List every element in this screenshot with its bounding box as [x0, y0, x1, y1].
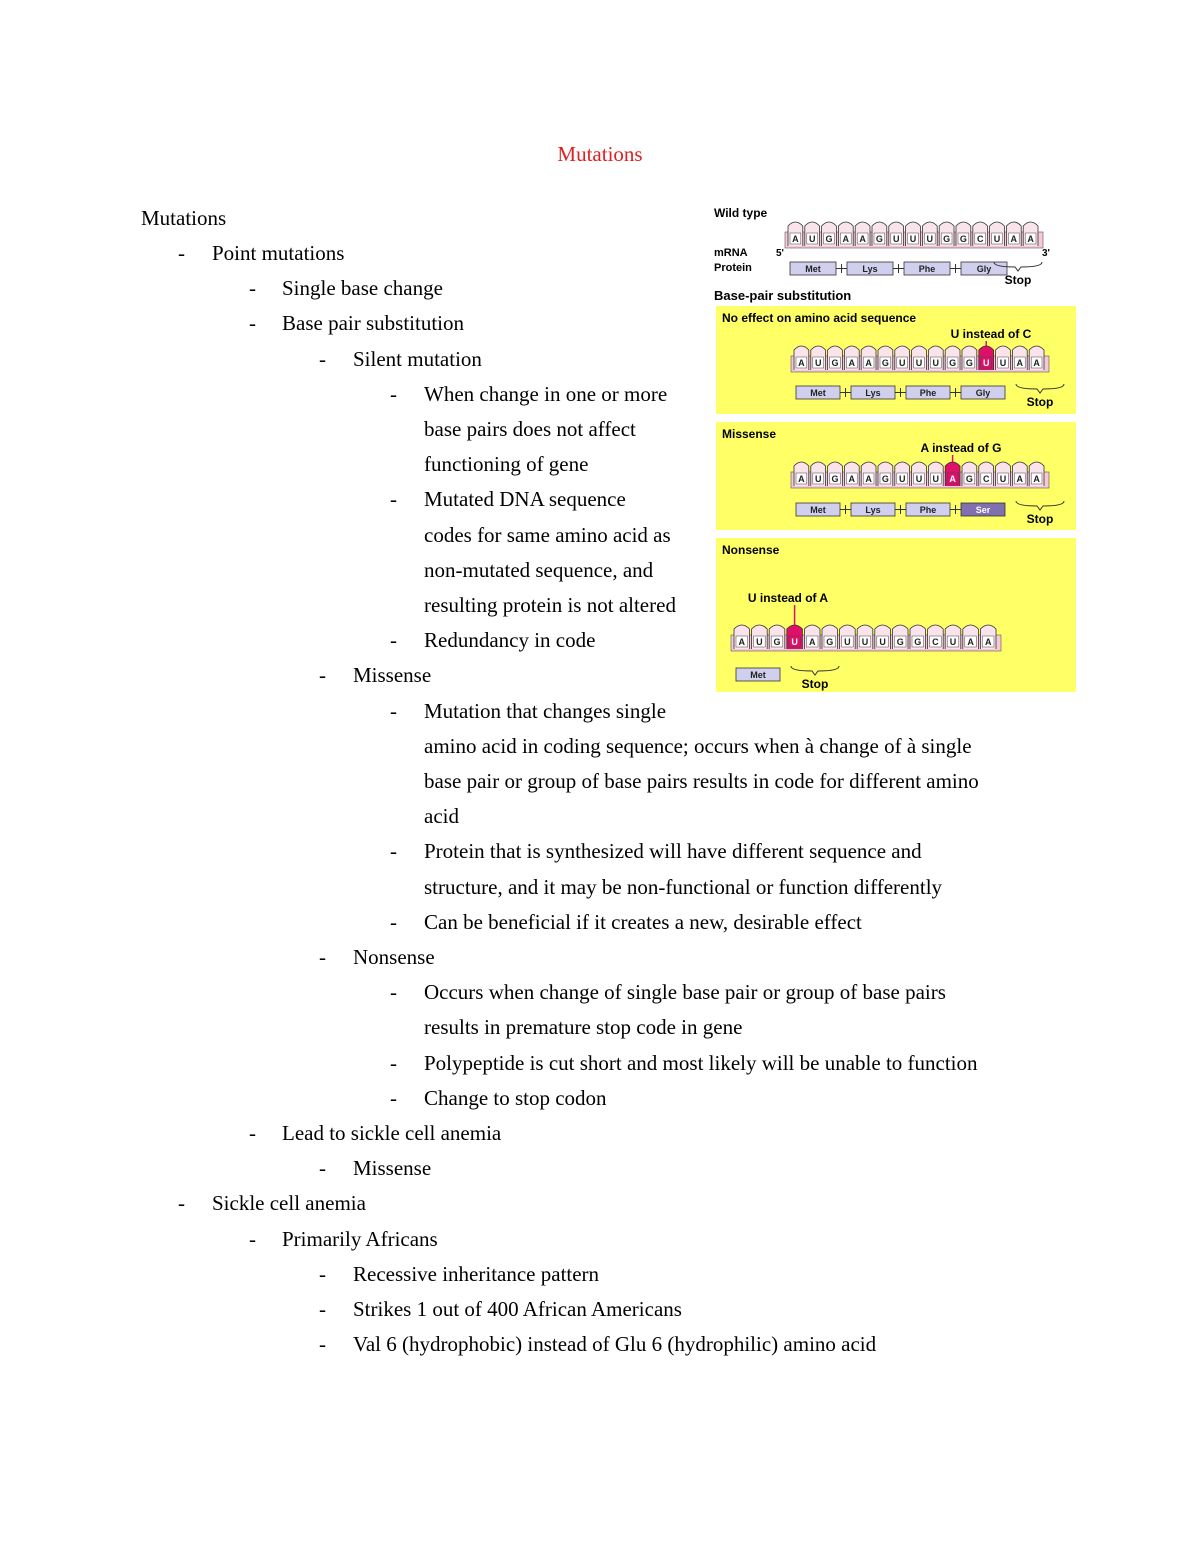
base-letter: G: [914, 637, 922, 647]
amino-acid-label: Lys: [865, 388, 881, 398]
base-letter: U: [982, 358, 990, 368]
outline-dash: -: [390, 1050, 397, 1075]
outline-item: Mutated DNA sequence: [424, 487, 626, 512]
outline-dash: -: [390, 980, 397, 1005]
base-letter: U: [861, 637, 869, 647]
outline-dash: -: [319, 1156, 326, 1181]
amino-acid-label: Gly: [976, 264, 992, 274]
base-letter: G: [831, 474, 839, 484]
five-prime-label: 5': [776, 248, 784, 259]
base-letter: A: [808, 637, 816, 647]
outline-dash: -: [390, 487, 397, 512]
protein-label: Protein: [714, 262, 752, 274]
outline-item: Missense: [353, 663, 432, 688]
mutation-callout: U instead of A: [747, 591, 829, 605]
base-letter: C: [976, 234, 984, 244]
base-letter: U: [932, 358, 940, 368]
base-letter: C: [982, 474, 990, 484]
base-letter: A: [865, 474, 872, 484]
base-letter: A: [865, 358, 872, 368]
base-letter: G: [965, 474, 973, 484]
outline-dash: -: [319, 1297, 326, 1321]
outline-dash: -: [249, 1121, 256, 1145]
outline-dash: -: [390, 698, 397, 723]
stop-label: Stop: [801, 677, 829, 691]
base-letter: U: [898, 358, 906, 368]
base-letter: U: [898, 474, 906, 484]
outline-item: Redundancy in code: [424, 628, 596, 653]
outline-item: Lead to sickle cell anemia: [282, 1121, 502, 1145]
amino-acid-label: Lys: [862, 264, 878, 274]
base-letter: A: [848, 474, 856, 484]
mutation-callout: U instead of C: [950, 327, 1032, 341]
amino-acid-label: Met: [810, 505, 826, 515]
base-letter: U: [844, 637, 851, 647]
outline-dash: -: [390, 628, 397, 653]
outline-item: Polypeptide is cut short and most likely will be unable to function: [424, 1050, 978, 1075]
outline-item: Mutation that changes single: [424, 698, 667, 723]
mutation-figure: [708, 200, 1088, 700]
base-letter: U: [999, 474, 1007, 484]
outline-item: base pair or group of base pairs results in code for different amino: [424, 769, 979, 793]
outline-item: Nonsense: [353, 945, 435, 969]
base-letter: A: [1033, 358, 1040, 368]
outline-dash: -: [178, 1191, 185, 1216]
amino-acid-label: Lys: [865, 505, 881, 515]
outline-dash: -: [390, 1085, 397, 1110]
outline-item: Sickle cell anemia: [212, 1191, 366, 1216]
stop-label: Stop: [1026, 512, 1054, 526]
outline-dash: -: [390, 381, 397, 406]
outline-item: base pairs does not affect: [424, 417, 636, 441]
outline-item: Base pair substitution: [282, 311, 464, 336]
base-letter: U: [909, 234, 917, 244]
base-letter: U: [791, 637, 798, 647]
outline-dash: -: [319, 663, 326, 688]
substitution-heading: Base-pair substitution: [714, 288, 852, 303]
base-letter: U: [932, 474, 940, 484]
outline-item: When change in one or more: [424, 381, 668, 406]
base-letter: U: [808, 234, 816, 244]
mutation-diagram: [708, 200, 1088, 700]
base-letter: U: [892, 234, 900, 244]
panel-heading: No effect on amino acid sequence: [722, 311, 917, 325]
base-letter: A: [1033, 474, 1040, 484]
base-letter: G: [943, 234, 951, 244]
outline-item: Can be beneficial if it creates a new, desirable effect: [424, 909, 862, 934]
base-letter: U: [814, 474, 822, 484]
outline-item: Protein that is synthesized will have different sequence and: [424, 839, 922, 864]
notes-heading: Mutations: [141, 206, 227, 230]
outline-dash: -: [390, 909, 397, 934]
base-letter: G: [773, 637, 781, 647]
base-letter: A: [949, 474, 956, 484]
base-letter: A: [984, 637, 992, 647]
outline-item: Val 6 (hydrophobic) instead of Glu 6 (hydrophilic) amino acid: [353, 1332, 877, 1357]
base-letter: A: [848, 358, 856, 368]
base-letter: A: [1016, 358, 1024, 368]
base-letter: A: [967, 637, 974, 647]
outline-dash: -: [319, 346, 326, 371]
base-letter: U: [756, 637, 763, 647]
outline-item: Missense: [353, 1156, 432, 1181]
base-letter: U: [814, 358, 822, 368]
amino-acid-label: Met: [750, 670, 766, 680]
base-letter: U: [915, 474, 923, 484]
page-title: Mutations: [557, 142, 643, 166]
base-letter: U: [999, 358, 1007, 368]
outline-item: Strikes 1 out of 400 African Americans: [353, 1297, 682, 1321]
outline-item: acid: [424, 804, 459, 829]
base-letter: G: [959, 234, 967, 244]
base-letter: G: [875, 234, 883, 244]
outline-item: codes for same amino acid as: [424, 522, 671, 547]
base-letter: G: [826, 637, 834, 647]
outline-dash: -: [249, 276, 256, 301]
base-letter: G: [896, 637, 904, 647]
mutation-callout: A instead of G: [920, 441, 1002, 455]
outline-dash: -: [249, 1226, 256, 1251]
outline-dash: -: [319, 945, 326, 969]
base-letter: U: [993, 234, 1001, 244]
base-letter: C: [932, 637, 939, 647]
panel-heading: Nonsense: [722, 543, 780, 557]
base-letter: A: [1010, 234, 1018, 244]
amino-acid-label: Gly: [975, 388, 991, 398]
outline-item: Recessive inheritance pattern: [353, 1261, 600, 1286]
amino-acid-label: Met: [810, 388, 826, 398]
base-letter: U: [926, 234, 934, 244]
outline-item: Change to stop codon: [424, 1085, 607, 1110]
base-letter: A: [738, 637, 746, 647]
outline-item: Occurs when change of single base pair or group of base pairs: [424, 980, 946, 1005]
base-letter: U: [915, 358, 923, 368]
outline-dash: -: [249, 311, 256, 336]
outline-dash: -: [390, 839, 397, 864]
outline-item: Point mutations: [212, 241, 345, 265]
outline-dash: -: [319, 1261, 326, 1286]
base-letter: A: [859, 234, 866, 244]
base-letter: G: [881, 358, 889, 368]
three-prime-label: 3': [1042, 248, 1050, 259]
base-letter: A: [1016, 474, 1024, 484]
outline-dash: -: [178, 241, 185, 265]
amino-acid-label: Phe: [918, 264, 936, 274]
base-letter: A: [798, 474, 805, 484]
wild-type-heading: Wild type: [714, 206, 768, 220]
base-letter: G: [881, 474, 889, 484]
amino-acid-label: Phe: [919, 388, 937, 398]
outline-item: structure, and it may be non-functional or function differently: [424, 874, 943, 899]
outline-item: results in premature stop code in gene: [424, 1015, 743, 1040]
base-letter: A: [798, 358, 805, 368]
base-letter: G: [825, 234, 833, 244]
base-letter: G: [965, 358, 973, 368]
outline-item: amino acid in coding sequence; occurs when à change of à single: [424, 733, 972, 758]
mrna-label: mRNA: [714, 247, 748, 259]
base-letter: U: [949, 637, 957, 647]
outline-item: Silent mutation: [353, 346, 482, 371]
base-letter: G: [949, 358, 957, 368]
base-letter: A: [1027, 234, 1034, 244]
panel-heading: Missense: [722, 427, 777, 441]
base-letter: A: [842, 234, 850, 244]
stop-label: Stop: [1026, 395, 1054, 409]
outline-dash: -: [319, 1332, 326, 1357]
stop-label: Stop: [1004, 273, 1032, 287]
outline-item: resulting protein is not altered: [424, 593, 676, 617]
base-letter: U: [879, 637, 886, 647]
base-letter: A: [792, 234, 799, 244]
outline-item: non-mutated sequence, and: [424, 557, 654, 582]
amino-acid-label: Ser: [975, 505, 991, 515]
outline-item: Single base change: [282, 276, 443, 301]
amino-acid-label: Met: [805, 264, 821, 274]
amino-acid-label: Phe: [919, 505, 937, 515]
outline-item: Primarily Africans: [282, 1226, 438, 1251]
outline-item: functioning of gene: [424, 452, 589, 477]
base-letter: G: [831, 358, 839, 368]
